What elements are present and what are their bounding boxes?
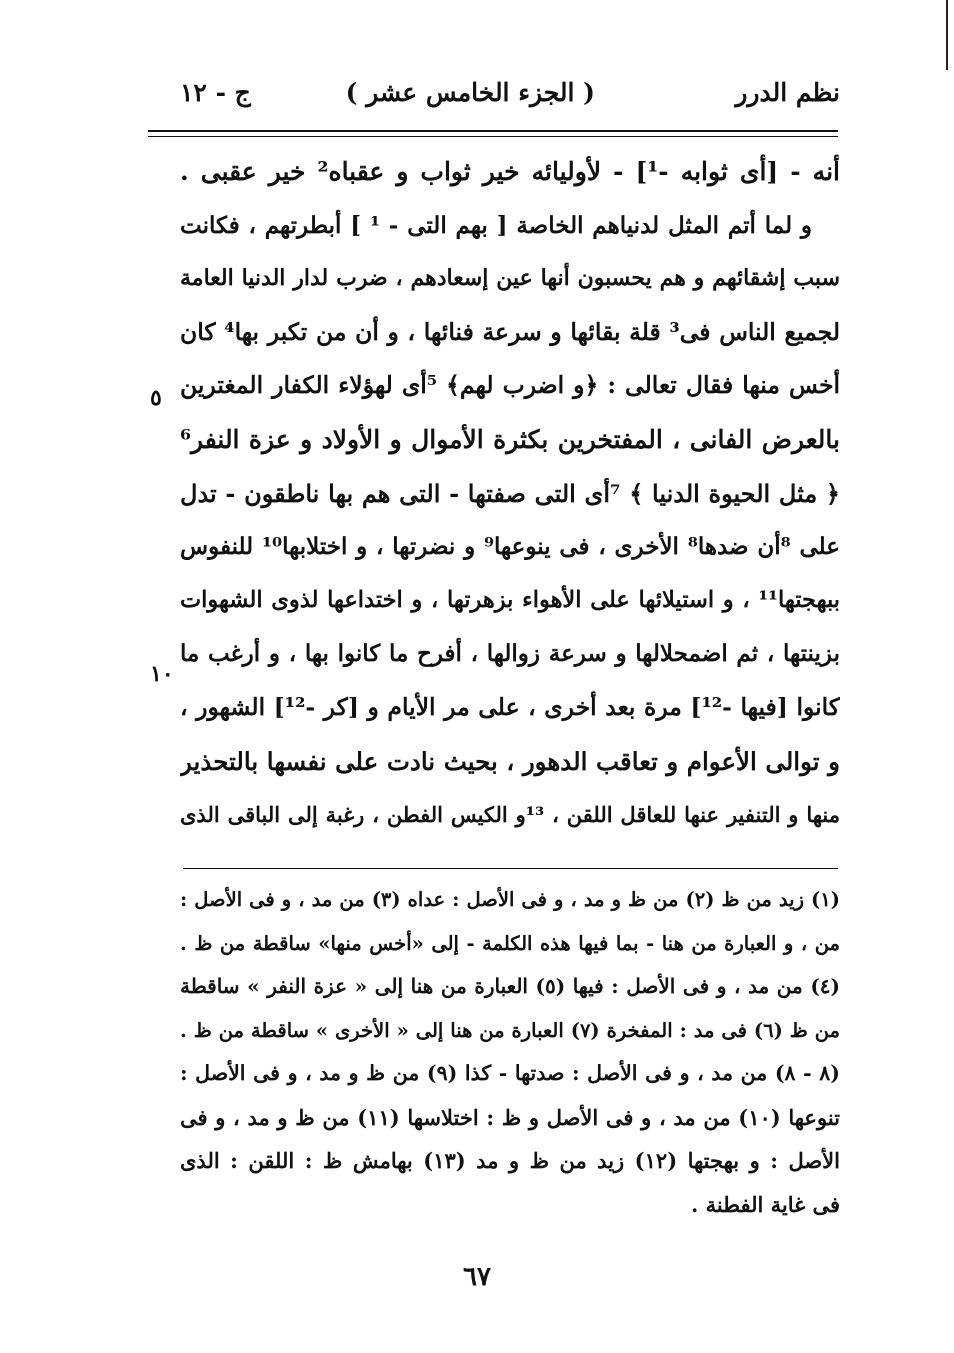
text-line: و لما أتم المثل لدنياهم الخاصة [ بهم التى - ¹ ] أبطرتهم ، فكانت [180,211,813,239]
text-line: لجميع الناس فى³ قلة بقائها و سرعة فنائها ، و أن من تكبر بها⁴ كان [180,317,840,346]
header-book-title: نظم الدرر [735,78,840,107]
footnote-line: الأصل : و بهجتها (١٢) زيد من ظ و مد (١٣) بهامش ظ : اللقن : الذى [180,1148,840,1173]
main-text-block [180,145,840,842]
text-line: منها و التنفير عنها للعاقل اللقن ، ¹³و الكيس الفطن ، رغبة إلى الباقى الذى [180,802,840,828]
line-number-5: ٥ [150,385,162,411]
header-volume: ج - ١٢ [180,78,251,107]
text-line: بزينتها ، ثم اضمحلالها و سرعة زوالها ، أفرح ما كانوا بها ، و أرغب ما [180,640,840,668]
footnote-line: (١) زيد من ظ (٢) من ظ و مد ، و فى الأصل : عداه (٣) من مد ، و فى الأصل : [180,888,840,911]
footnote-separator [183,868,838,869]
page-edge-mark [946,0,948,70]
text-line: و توالى الأعوام و تعاقب الدهور ، بحيث نادت على نفسها بالتحذير [180,746,840,776]
line-number-10: ١٠ [150,661,174,687]
text-line: سبب إشقائهم و هم يحسبون أنها عين إسعادهم ، ضرب لدار الدنيا العامة [180,265,840,292]
header-rule [148,130,838,132]
page-number: ٦٧ [463,1262,491,1292]
text-line: ببهجتها¹¹ ، و استيلائها على الأهواء بزهرتها ، و اختداعها لذوى الشهوات [180,586,840,613]
text-line: أنه - [أى ثوابه -¹] - لأوليائه خير ثواب و عقباه² خير عقبى . [180,157,840,186]
footnote-line: من ظ (٦) فى مد : المفخرة (٧) العبارة من هنا إلى « الأخرى » ساقطة من ظ . [180,1018,840,1042]
text-line: بالعرض الفانى ، المفتخرين بكثرة الأموال و الأولاد و عزة النفر⁶ [180,424,840,454]
running-header [150,78,840,124]
text-line: ﴿ مثل الحيوة الدنيا ﴾ ⁷أى التى صفتها - التى هم بها ناطقون - تدل [180,478,840,508]
text-line: كانوا [فيها -¹²] مرة بعد أخرى ، على مر الأيام و [كر -¹²] الشهور ، [180,692,840,721]
footnote-line: فى غاية الفطنة . [691,1191,840,1217]
footnotes-block [180,878,840,1226]
text-line: أخس منها فقال تعالى : ﴿و اضرب لهم﴾ ⁵أى لهؤلاء الكفار المغترين [180,371,840,400]
footnote-line: من ، و العبارة من هنا - بما فيها هذه الكلمة - إلى «أخس منها» ساقطة من ظ . [180,931,840,955]
footnote-line: تنوعها (١٠) من مد ، و فى الأصل و ظ : اختلاسها (١١) من ظ و مد ، و فى [180,1104,840,1130]
header-part-title: ( الجزء الخامس عشر ) [345,78,595,107]
text-line: على ⁸أن ضدها⁸ الأخرى ، فى ينوعها⁹ و نضرتها ، و اختلابها¹⁰ للنفوس [180,533,840,561]
footnote-line: (٤) من مد ، و فى الأصل : فيها (٥) العبارة من هنا إلى « عزة النفر » ساقطة [180,974,840,998]
footnote-line: (٨ - ٨) من مد ، و فى الأصل : صدتها - كذا (٩) من ظ و مد ، و فى الأصل : [180,1061,840,1085]
header-rule-thin [148,136,838,137]
